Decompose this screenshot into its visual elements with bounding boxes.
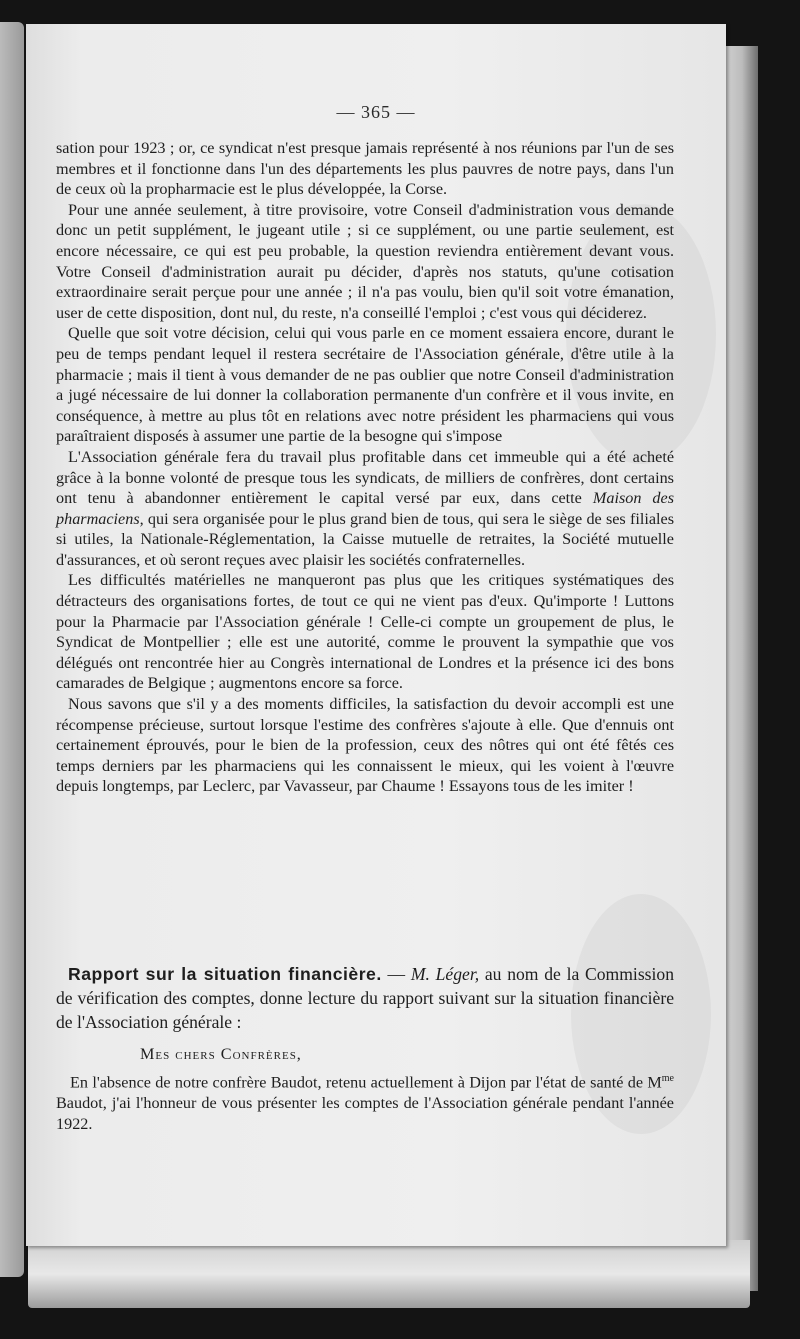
section-heading: Rapport sur la situation financière. — [68, 964, 382, 984]
adjacent-page-edge — [0, 22, 24, 1277]
letter-salutation: Mes chers Confrères, — [140, 1045, 302, 1063]
page-stack-bottom-edge — [28, 1240, 750, 1308]
letter-text: En l'absence de notre confrère Baudot, retenu actuellement à Dijon par l'état de santé de M — [70, 1073, 662, 1092]
heading-dash: — — [381, 964, 411, 984]
letter-text: Baudot, j'ai l'honneur de vous présenter les comptes de l'Association générale pendant l'année 1922. — [56, 1094, 674, 1134]
report-paragraph — [56, 962, 674, 1034]
report-text: au nom de la Commission de vérification des comptes, donne lecture du rapport suivant sur la situation financière de l'Association générale : — [56, 964, 674, 1032]
paragraph-text: L'Association générale fera du travail plus profitable dans cet immeuble qui a été acheté grâce à la bonne volonté de presque tous les syndicats, de milliers de confrères, dont certains ont tenu à abandonner entièrement le capital versé par eux, dans cette — [56, 447, 674, 508]
document-page — [26, 24, 726, 1246]
paragraph: Pour une année seulement, à titre provisoire, votre Conseil d'administration vous demande donc un petit supplément, le jugeant utile ; si ce supplément, ou une partie seulement, est encore nécessaire, ce qui est peu probable, la question reviendra entièrement devant vous. Votre Conseil d'administration aurait pu décider, d'après nos statuts, qu'une cotisation extraordinaire serait perçue pour une année ; il n'a pas voulu, bien qu'il soit votre émanation, user de cette disposition, dont nul, du reste, n'a conseillé l'emploi ; c'est vous qui déciderez. — [56, 200, 674, 322]
paragraph — [56, 447, 674, 571]
body-text — [56, 138, 674, 797]
paragraph: sation pour 1923 ; or, ce syndicat n'est presque jamais représenté à nos réunions par l'un de ses membres et il fonctionne dans l'un des départements les plus pauvres de notre pays, dans l'un de ceux où la propharmacie est le plus développée, la Corse. — [56, 139, 674, 199]
paragraph: Les difficultés matérielles ne manqueront pas plus que les critiques systématiques des détracteurs des organisations fortes, de tout ce qui ne vient pas d'eux. Qu'importe ! Luttons pour la Pharmacie par l'Association générale ! Celle-ci compte un groupement de plus, le Syndicat de Montpellier ; elle est une autorité, comme le prouvent la sympathie que vos délégués ont rencontrée hier au Congrès international de Londres et la présence ici des bons camarades de Belgique ; augmentons encore sa force. — [56, 571, 674, 693]
report-section — [56, 962, 674, 1034]
page-number: — 365 — — [336, 102, 416, 122]
letter-paragraph — [56, 1068, 674, 1135]
letter — [56, 1044, 674, 1135]
italic-title: Maison des pharmaciens, — [56, 489, 675, 528]
speaker-name: M. Léger, — [410, 964, 480, 984]
paragraph-text: qui sera organisée pour le plus grand bien de tous, qui sera le siège de ses filiales si utiles, la Nationale-Réglementation, la Caisse mutuelle de retraites, la Société mutuelle d'assurances, et où seront reçues avec plaisir les sociétés confraternelles. — [56, 509, 674, 569]
superscript: me — [661, 1073, 674, 1084]
paragraph: Quelle que soit votre décision, celui qui vous parle en ce moment essaiera encore, durant le peu de temps pendant lequel il restera secrétaire de l'Association générale, d'être utile à la pharmacie ; mais il tient à vous demander de ne pas oublier que notre Conseil d'administration a jugé nécessaire de lui donner la collaboration permanente d'un confrère et il vous invite, en conséquence, à mettre au plus tôt en relations avec notre président les pharmaciens qui vous paraîtraient disposés à assumer une partie de la besogne qui s'impose — [56, 324, 674, 446]
paragraph: Nous savons que s'il y a des moments difficiles, la satisfaction du devoir accompli est une récompense précieuse, surtout lorsque l'estime des confrères s'ajoute à elle. Que d'ennuis ont certainement éprouvés, pour le bien de la profession, ceux des nôtres qui ont été fêtés ces temps derniers par les pharmaciens qui les connaissent le mieux, qui les voient à l'œuvre depuis longtemps, par Leclerc, par Vavasseur, par Chaume ! Essayons tous de les imiter ! — [56, 695, 674, 796]
